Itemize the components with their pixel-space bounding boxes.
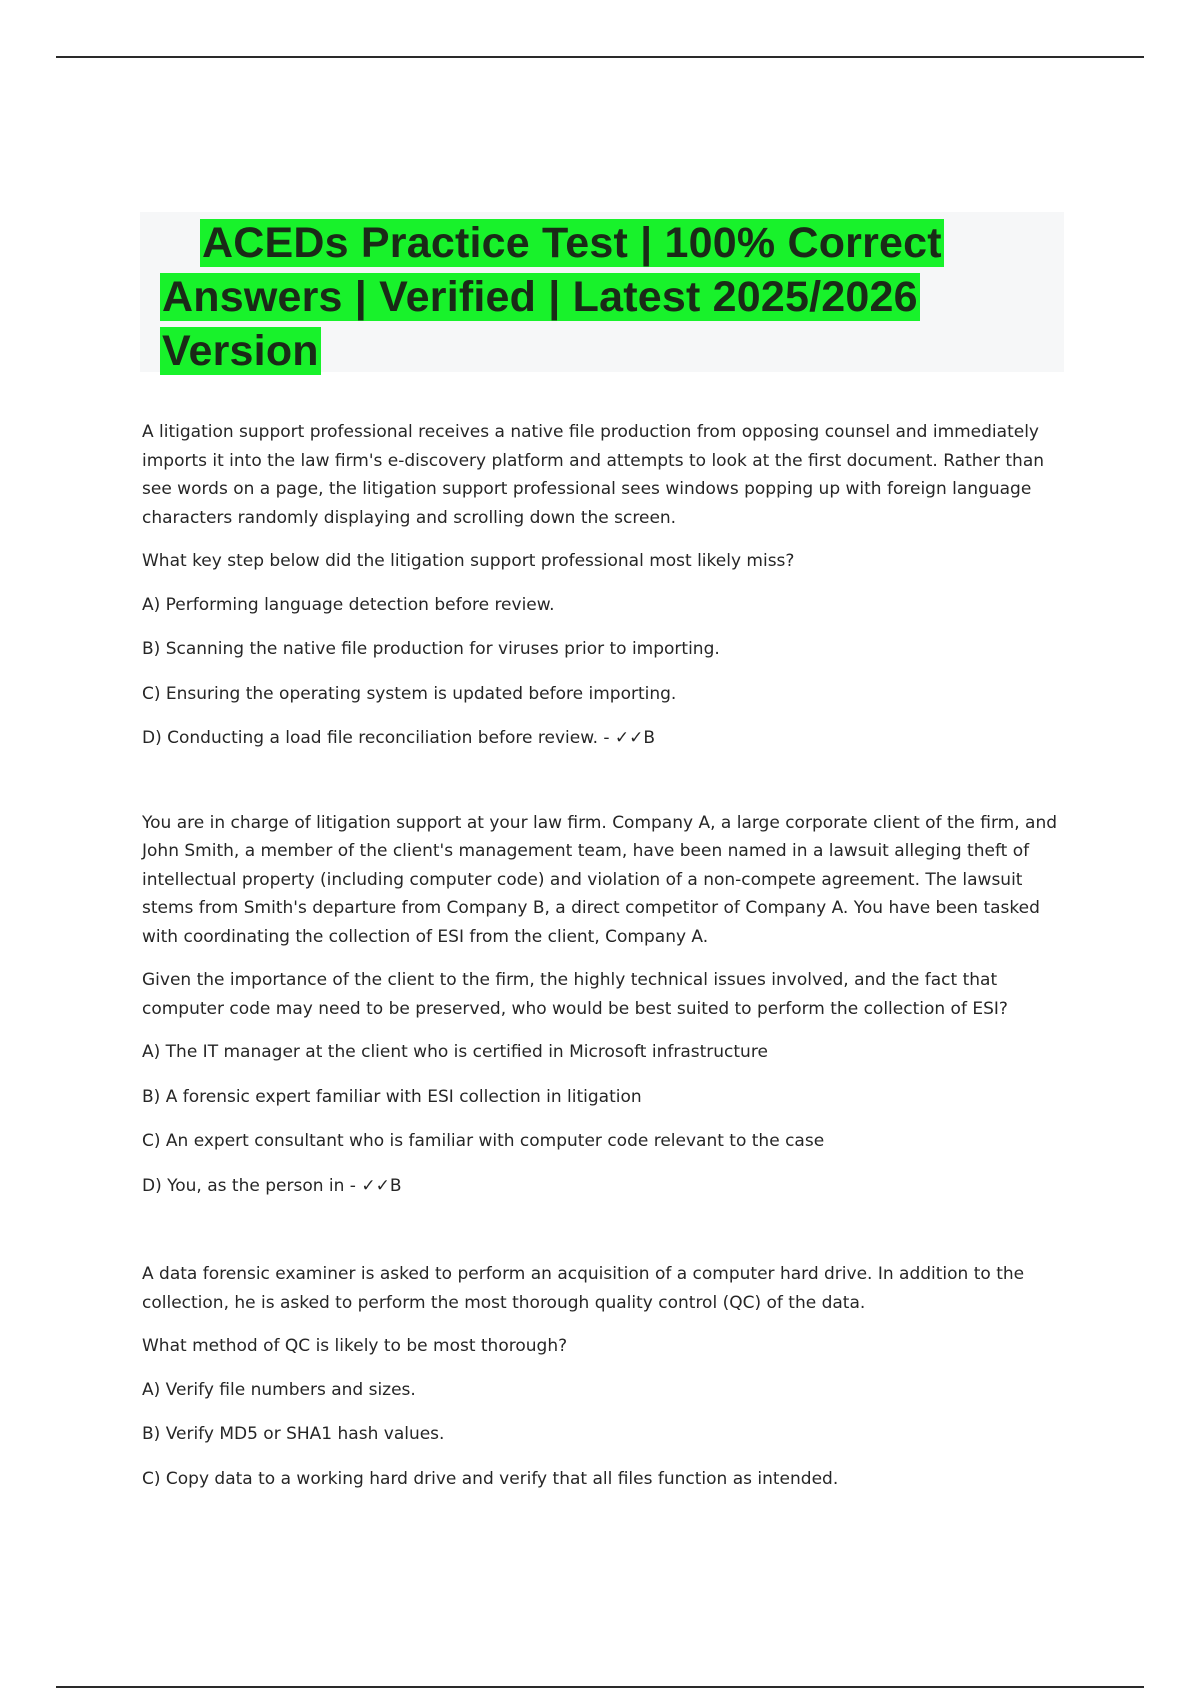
title-line-3: Version	[162, 327, 319, 375]
document-title	[160, 216, 1040, 378]
question-1	[142, 418, 1062, 753]
title-line-2: Answers | Verified | Latest 2025/2026	[162, 273, 918, 321]
option-c: C) Copy data to a working hard drive and verify that all files function as intended.	[142, 1468, 839, 1489]
question-2	[142, 809, 1062, 1201]
question-prompt: What method of QC is likely to be most thorough?	[142, 1336, 568, 1356]
question-spacer	[142, 1216, 1062, 1260]
question-stem: A litigation support professional receives a native file production from opposing counsel and immediately imports it into the law firm's e-discovery platform and attempts to look at the first document. Rather than see words on a page, the litigation support professional sees windows popping up with foreign language characters randomly displaying and scrolling down the screen.	[142, 422, 1045, 528]
option-a: A) Performing language detection before review.	[142, 594, 555, 615]
option-a: A) The IT manager at the client who is certified in Microsoft infrastructure	[142, 1042, 768, 1062]
question-stem: A data forensic examiner is asked to perform an acquisition of a computer hard drive. In addition to the collection, he is asked to perform the most thorough quality control (QC) of the data.	[142, 1264, 1025, 1313]
option-b: B) Scanning the native file production for viruses prior to importing.	[142, 639, 720, 659]
option-b: B) Verify MD5 or SHA1 hash values.	[142, 1424, 445, 1444]
question-3	[142, 1260, 1062, 1493]
question-prompt: Given the importance of the client to the firm, the highly technical issues involved, and the fact that computer code may need to be preserved, who would be best suited to perform the collection of ESI?	[142, 970, 1008, 1019]
option-c: C) Ensuring the operating system is updated before importing.	[142, 683, 677, 704]
question-spacer	[142, 769, 1062, 809]
question-content	[142, 418, 1062, 1509]
top-rule	[56, 56, 1144, 58]
question-prompt: What key step below did the litigation support professional most likely miss?	[142, 551, 795, 571]
bottom-rule	[56, 1686, 1144, 1688]
option-a: A) Verify file numbers and sizes.	[142, 1379, 416, 1400]
question-stem: You are in charge of litigation support at your law firm. Company A, a large corporate client of the firm, and John Smith, a member of the client's management team, have been named in a lawsuit alleging theft of intellectual property (including computer code) and violation of a non-compete agreement. The lawsuit stems from Smith's departure from Company B, a direct competitor of Company A. You have been tasked with coordinating the collection of ESI from the client, Company A.	[142, 812, 1058, 947]
title-line-1: ACEDs Practice Test | 100% Correct	[202, 219, 942, 267]
option-b: B) A forensic expert familiar with ESI collection in litigation	[142, 1086, 642, 1107]
option-d-with-answer: D) You, as the person in - ✓✓B	[142, 1175, 402, 1196]
option-c: C) An expert consultant who is familiar with computer code relevant to the case	[142, 1131, 825, 1151]
option-d-with-answer: D) Conducting a load file reconciliation before review. - ✓✓B	[142, 728, 656, 748]
